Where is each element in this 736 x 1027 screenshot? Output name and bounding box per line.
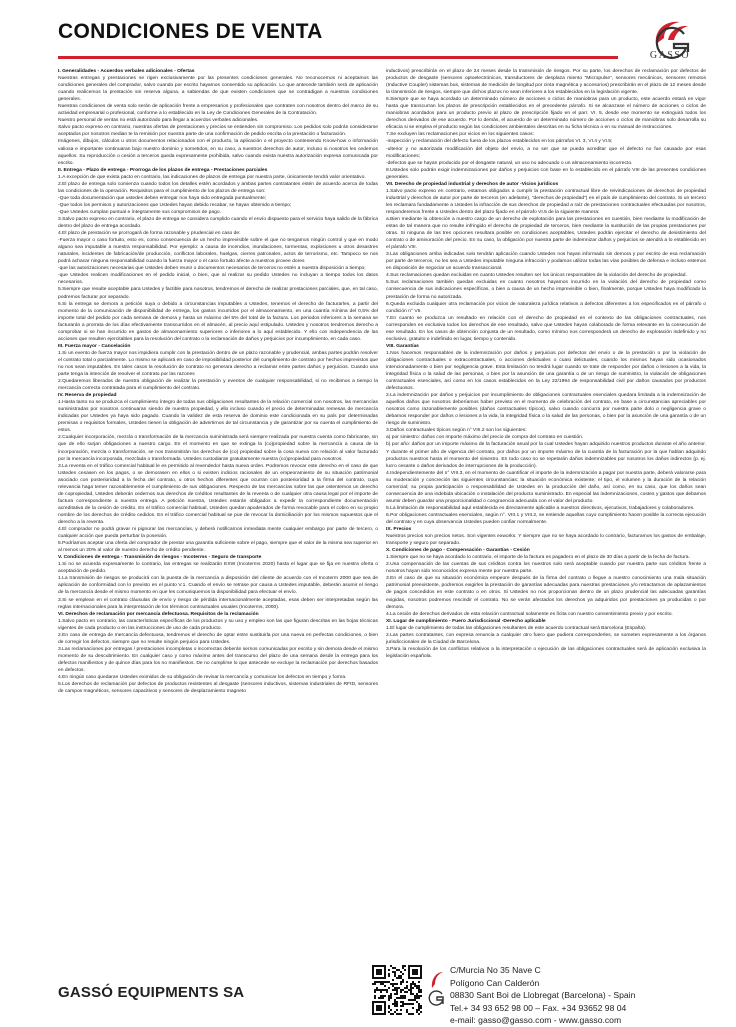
qr-module <box>382 989 384 991</box>
qr-module <box>394 993 396 995</box>
qr-module <box>416 1009 418 1011</box>
qr-module <box>392 1003 394 1005</box>
clause-paragraph: -que Ustedes realicen modificaciones en el pedido inicial, o bien, que al realizar su pedido Ustedes no incluyan a tiempo todos los datos necesarios. <box>58 273 378 286</box>
qr-module <box>412 981 414 983</box>
qr-module <box>396 989 398 991</box>
qr-module <box>376 981 378 983</box>
clause-paragraph: 4.El plazo de prestación se prorrogará de forma razonable y prudencial en caso de: <box>58 231 241 237</box>
gasso-logo <box>634 14 706 70</box>
qr-module <box>418 1009 420 1011</box>
qr-module <box>410 999 412 1001</box>
terms-body <box>58 68 706 948</box>
section-heading: III. Fuerza mayor - Cancelación <box>58 343 131 349</box>
qr-module <box>394 1001 396 1003</box>
qr-module <box>400 997 402 999</box>
qr-module <box>398 969 400 971</box>
clause-paragraph: a.Bien mediante la obtención a nuestro cargo de un derecho de explotación para las prestaciones en cuestión, bien mediante la modificación de estas de tal manera que no resulte infringido el derecho de propiedad de terceros, bien mediante la sustitución de las propias prestaciones por otras. Si ninguna de las tres opciones resultara posible en condiciones aceptables, Ustedes podrán ejercitar el derecho de desistimiento del contrato o de aminoración del precio. En su caso, la obligación por nuestra parte de indemnizar daños y perjuicios se atendrá a lo establecido en el párrafo VIII. <box>386 216 706 251</box>
qr-module <box>404 1003 406 1005</box>
qr-module <box>414 997 416 999</box>
qr-module <box>390 997 392 999</box>
clause-paragraph: inductivos) prescribirán en el plazo de 24 meses desde la transmisión de riesgos. Por su parte, los derechos de reclamación por defectos de productos de desgaste (sensores optoelectrónicos, transductores de desplaza miento “Micropulse”, sensores mecánicos, sensores remotos (Inductive Coupler) sistemas bus, sistemas de medición de longitud por cinta magnética y accesorios) prescribirán en el plazo de 12 meses desde la transmisión de riesgos, siempre que dichos plazos no sean inferiores a los establecidos en la legislación vigente. <box>386 69 706 96</box>
qr-module <box>418 1007 420 1009</box>
qr-module <box>396 987 398 989</box>
qr-module <box>378 997 380 999</box>
qr-module <box>398 987 400 989</box>
qr-module <box>394 967 396 969</box>
qr-module <box>396 977 398 979</box>
qr-module <box>418 1005 420 1007</box>
clause-paragraph: 1.Si un evento de fuerza mayor nos impidiera cumplir con la prestación dentro de un plazo razonable y prudencial, ambas partes podrán resolver el contrato total o parcialmente. Lo mismo se aplicará en caso de imposibilidad posterior del cumplimiento de contrato por hechos imprevistos que no nos sean imputables. En tales casos la resolución de contrato no generara derecho a reclamar entre partes daños y perjuicios. Cuando una parte tenga la intención de resolver el contrato por las razones <box>58 350 378 378</box>
qr-module <box>414 985 416 987</box>
qr-module <box>390 1013 392 1015</box>
qr-module <box>418 995 420 997</box>
qr-module <box>390 965 392 967</box>
qr-module <box>408 999 410 1001</box>
qr-module <box>404 995 406 997</box>
qr-module <box>400 991 402 993</box>
clause-paragraph: 2.En caso de entrega de mercancía defectuosa, tendremos el derecho de optar entre sustituirla por una nueva en perfectas condiciones, o bien de corregir los defectos, siempre que no resulte ningún perjuicio para Ustedes. <box>58 632 378 645</box>
qr-module <box>398 975 400 977</box>
qr-module <box>402 1001 404 1003</box>
qr-module <box>388 987 390 989</box>
clause-paragraph: 1.La transmisión de riesgos se producirá con la puesta de la mercancía a disposición del cliente de acuerdo con el Incoterm 2000 que sea de aplicación de conformidad con lo previsto en el punto V.1. Cuando el envío se retrase por causa a Ustedes imputable, deberán asumir el riesgo de la mercancía desde el mismo momento en que les comuniquemos la disponibilidad para efectuar el envío. <box>58 576 378 596</box>
clause-paragraph: 2.La indemnización por daños y perjuicios por incumplimiento de obligaciones contractuales esenciales quedara limitada a la indemnización de aquellos daños que nosotros deberíamos haber previsto en el momento de celebración del contrato, en base a circunstancias apreciables por nosotros como razonablemente posibles (daños contractuales típicos), salvo cuando concurra por nuestra parte dolo o negligencia grave o debamos responder por daños o lesiones a la vida, la integridad física o la salud de las personas, o bien por la asunción de una garantía o de un riesgo de suministro. <box>386 393 706 427</box>
section-heading: VII. Derecho de propiedad industrial y derechos de autor -Vicios jurídicos <box>386 181 559 187</box>
qr-module <box>402 979 404 981</box>
contact-line: e-mail: gasso@gasso.com - www.gasso.com <box>450 1015 622 1026</box>
qr-module <box>400 1013 402 1015</box>
clause-paragraph: 4.El comprador no podrá gravar ni pignorar las mercancías, y deberá notificarnos inmediata mente cualquier embargo por parte de tercero, o cualquier acción que pueda perturbar la posesión. <box>58 527 378 540</box>
qr-module <box>396 1003 398 1005</box>
clause-paragraph: 6.Queda excluida cualquier otra reclamación por vicios de naturaleza jurídica relativos a defectos diferentes a los especificados en el párrafo o condición n° VII. <box>386 301 706 314</box>
qr-module <box>394 987 396 989</box>
qr-module <box>398 977 400 979</box>
qr-module <box>408 989 410 991</box>
qr-module <box>392 983 394 985</box>
qr-module <box>420 1005 422 1007</box>
section-heading: XI. Lugar de cumplimiento - Fuero Jurisdiccional -Derecho aplicable <box>386 618 546 624</box>
qr-module <box>386 989 388 991</box>
clause-paragraph: -ulterior y no autorizada modificación del objeto del envío, a no ser que se pueda acreditar que el defecto no fue causado por esas modificaciones; <box>386 146 706 159</box>
clause-paragraph: 4.Sus reclamaciones quedan excluidas en cuanto Ustedes resulten ser los únicos responsables de la violación del derecho de propiedad. <box>386 273 687 279</box>
qr-module <box>410 985 412 987</box>
clause-paragraph: 7.Se excluyen las reclamaciones por vicios en los siguientes casos: <box>386 132 534 138</box>
qr-module <box>392 985 394 987</box>
qr-module <box>384 985 386 987</box>
page-title: CONDICIONES DE VENTA <box>58 20 323 43</box>
clause-paragraph: a) por siniestro: daños con importe máximo del precio de compra del contrato en cuestión. <box>386 435 584 441</box>
qr-module <box>382 983 384 985</box>
qr-module <box>400 1009 402 1011</box>
clause-paragraph: 3.Si se emplean en el contrato cláusulas de envío y riesgo de pérdida internacionalmente aceptadas, esas deben ser interpretadas según las reglas internacionales para la interpretación de los términos contractuales usuales (Incoterms, 2000). <box>58 597 378 610</box>
qr-module <box>390 1009 392 1011</box>
qr-module <box>388 975 390 977</box>
clause-paragraph: 2.Las partes contratantes, con expresa renuncia a cualquier otro fuero que pudiera corresponderles, se someten expresamente a los órganos jurisdiccionales de la Ciudad de Barcelona. <box>386 632 706 645</box>
title-underline <box>58 56 618 59</box>
qr-module <box>374 991 376 993</box>
qr-module <box>388 997 390 999</box>
qr-module <box>394 975 396 977</box>
qr-module <box>402 981 404 983</box>
clause-paragraph: -inspección y reclamación del defecto fuera de los plazos establecidos en los párrafos VI. 3, VI.4 y VI.5; <box>386 139 613 145</box>
clause-paragraph: 3.Para la resolución de los conflictos relativos a la interpretación o ejecución de las obligaciones contractuales será de aplicación exclusiva la legislación española. <box>386 646 706 659</box>
clause-paragraph: -que las autorizaciones necesarias que Ustedes deben reunir o documentos necesarios de terceros no estén a nuestra disposición a tiempo; <box>58 266 366 272</box>
qr-module <box>396 1005 398 1007</box>
clause-paragraph: 3.Las obligaciones arriba indicadas solo tendrán aplicación cuando Ustedes nos hayan informado sin demora y por escrito de esa reclamación por parte de terceros, no les sea a Ustedes imputable ninguna infracción y podamos utilizar todas las vías posibles de defensa e incluso estemos en disposición de negociar un acuerdo transaccional. <box>386 252 706 272</box>
qr-module <box>384 989 386 991</box>
clause-paragraph: 8.Ustedes solo podrán exigir indemnizaciones por daños y perjuicios con base en lo establecido en el párrafo VIII de las presentes condiciones generales. <box>386 167 706 180</box>
clause-paragraph: -Que Ustedes cumplan puntual e íntegramente sus compromisos de pago. <box>58 209 222 215</box>
qr-module <box>384 981 386 983</box>
section-heading: VIII. Garantías <box>386 343 419 349</box>
qr-module <box>418 1003 420 1005</box>
qr-module <box>418 985 420 987</box>
qr-module <box>380 983 382 985</box>
qr-module <box>406 1011 408 1013</box>
qr-module <box>388 999 390 1001</box>
qr-module <box>394 1005 396 1007</box>
qr-finder <box>412 969 418 975</box>
section-heading: V. Condiciones de entrega - Transmisión de riesgos - Incoterms - Seguro de transporte <box>58 555 262 561</box>
footer-company-name: GASSÓ EQUIPMENTS SA <box>58 984 245 1001</box>
qr-module <box>418 991 420 993</box>
qr-module <box>400 995 402 997</box>
qr-module <box>382 995 384 997</box>
qr-module <box>386 991 388 993</box>
qr-module <box>420 1011 422 1013</box>
qr-module <box>380 989 382 991</box>
clause-paragraph: 6.Por obligaciones contractuales esenciales, según n°. VIII.1 y VIII.2, se entiende aquellas cuyo cumplimiento hacen posible la correcta ejecución del contrato y en cuya observancia Ustedes pueden confiar normalmente. <box>386 512 706 525</box>
qr-module <box>416 987 418 989</box>
qr-module <box>412 987 414 989</box>
qr-module <box>374 995 376 997</box>
clause-paragraph: -Que toda documentación que ustedes deben entregar nos haya sido entregada puntualmente; <box>58 195 267 201</box>
clause-paragraph: 1.Salvo pacto en contrario, las características específicas de los productos y su uso y empleo son las que figuran descritas en las hojas técnicas vigentes de cada producto o en las instrucciones de uso de cada producto. <box>58 618 378 631</box>
qr-module <box>418 987 420 989</box>
clause-paragraph: Nuestros precios son precios netos. Son vigentes exworks. Y siempre que no se haya acordado lo contrario, facturamos los gastos de embalaje, transporte y seguro por separado. <box>386 534 706 547</box>
qr-module <box>386 981 388 983</box>
qr-module <box>416 993 418 995</box>
clause-paragraph: 2.Cualquier incorporación, mezcla o transformación de la mercancía suministrada será siempre realizada por nuestra cuenta como fabricante, sin que de ello surjan obligaciones a nuestro cargo. En el momento en que se extinga la (co)propiedad sobre la mercancía a causa de la incorporación, mezcla o transformación, se nos transmitirán los derechos de (co) propiedad sobre la cosa nueva con relación al valor facturado por la mercancía incorporada, mezclada o transformada. Ustedes custodiaran gratuitamente nuestra (co)propiedad para nosotros. <box>58 435 378 462</box>
clause-paragraph: 7.En cuanto se produzca un resultado en relación con el derecho de propiedad en el contexto de las obligaciones contractuales, nos corresponden en exclusiva todos los derechos de ese resultado, salvo que Ustedes hayan colaborado de forma relevante en la consecución de ese resultado. En los casos de obtención conjunta de un resultado, como mínimo nos corresponderá un derecho de explotación indefinido y no exclusivo, gratuito e indefinido en lugar, tiempo y contenido. <box>386 315 706 342</box>
clause-paragraph: -Que todos los permisos y autorizaciones que Ustedes hayan debido recabar, se hayan obtenido a tiempo; <box>58 202 292 208</box>
section-heading: I. Generalidades - Acuerdos verbales adicionales - Ofertas <box>58 69 195 74</box>
terms-column-left <box>58 68 378 948</box>
qr-module <box>380 981 382 983</box>
qr-module <box>410 993 412 995</box>
clause-paragraph: 1.Hasta tanto no se produzca el cumplimiento íntegro de todas sus obligaciones resultantes de la relación comercial con nosotros, las mercancías suministradas por nosotros continuaran siendo de nuestra propiedad, y ello incluso cuando el precio de determinadas remesas de mercancía indicadas por Ustedes ya haya sido pagado. Cuando la validez de esta reserva de dominio este condicionada en su país por determinadas premisas o requisitos formales, Ustedes tienen la obligación de advertirnos de tal circunstancia y de garantizar por su cuenta el cumplimiento de estos. <box>58 400 378 434</box>
qr-module <box>376 989 378 991</box>
clause-paragraph: -Fuerza mayor o caso fortuito, esto es, como consecuencia de un hecho imprevisible sobre el que no tengamos ningún control y que en modo alguno sea imputable a nuestra responsabilidad. Por ejemplo: a causa de incendios, inundaciones, tormentas, explosiones u otros desastres naturales, incidentes de fabricación/de producción, conflictos laborales, huelgas, cierres patronales, actos de terrorismo, etc. Tampoco se nos podrá achacar ninguna responsabilidad cuando la fuerza mayor o el caso fortuito afecte a nuestros provee dores <box>58 238 378 265</box>
clause-paragraph: 5.Los derechos de reclamación por defectos de productos resistentes al desgaste (sensores inductivos, sistemas industriales de RFID, sensores de campos magnéticos, sensores capacitivos y sensores de desplazamiento magneto <box>58 682 378 695</box>
qr-module <box>394 1011 396 1013</box>
qr-module <box>420 989 422 991</box>
qr-module <box>416 997 418 999</box>
clause-paragraph: 2.Quedaremos liberados de nuestra obligación de realizar la prestación y eventos de cualquier responsabilidad, si no recibimos a tiempo la mercancía correcta contratada para el cumplimiento del contrato. <box>58 379 378 392</box>
qr-module <box>418 997 420 999</box>
clause-paragraph: 2.Una compensación de las cuentas de sus créditos contra los nuestros solo será aceptable cuando por nuestra parte sus créditos frente a nosotros hayan sido reconocidos expresa mente por nuestra parte. <box>386 562 706 575</box>
clause-paragraph: 6.Si la entrega se demora a petición suya o debido a circunstancias imputables a Ustedes, tenemos el derecho de facturarles, a partir del momento de la comunicación de disponibilidad de entrega, los gastos incurridos por el almacenamiento, en una cuantía mínima del 0,5% del importe total del pedido por cada semana de demora y hasta un máximo del 5% del total de la factura. Los periodos inferiores a la semana se facturarán a prorrata de los días efectivamente transcurridos en el almacén, al precio aquí estipulado. Ustedes y nosotros tendremos derecho a comprobar si se han incurrido en gastos de almacenamiento superiores o inferiores a lo aquí establecido. Y ello con independencia de las acciones que resulten ejercitables para la resolución del contrato o la reclamación de daños y perjuicios por incumplimiento, en cada caso. <box>58 301 378 342</box>
qr-module <box>420 991 422 993</box>
qr-module <box>406 985 408 987</box>
qr-module <box>406 1009 408 1011</box>
qr-module <box>402 967 404 969</box>
section-heading: IV. Reserva de propiedad <box>58 393 117 399</box>
qr-module <box>400 1005 402 1007</box>
qr-module <box>404 997 406 999</box>
qr-module <box>400 975 402 977</box>
footer-logo-icon <box>426 966 446 1010</box>
qr-module <box>406 981 408 983</box>
qr-module <box>378 989 380 991</box>
clause-paragraph: 1.Salvo pacto expreso en contrario, estamos obligados a cumplir la prestación contractual libre de reivindicaciones de derechos de propiedad industrial y derechos de autor por parte de terceros (en adelante), “derechos de propiedad”) en el país de cumplimiento del contrato. Si un tercero les reclamara fundadamente a Ustedes la infracción de sus derechos de propiedad a raíz de prestaciones contractuales efectuadas por nosotros, responderemos frente a Ustedes dentro del plazo fijado en el párrafo VI.5 de la siguiente manera: <box>386 188 706 215</box>
qr-module <box>406 991 408 993</box>
clause-paragraph: 5.Sus reclamaciones también quedan excluidas en cuanto nosotros hayamos incurrido en la violación del derecho de propiedad como consecuencia de sus indicaciones específicas, o bien a causa de un hecho imprevisible o bien, finalmente, porque Ustedes haya modificado la prestación de forma no autorizada. <box>386 280 706 300</box>
qr-module <box>410 991 412 993</box>
qr-module <box>416 1011 418 1013</box>
qr-module <box>378 981 380 983</box>
qr-module <box>402 1005 404 1007</box>
clause-paragraph: 1.Nos hacemos responsables de la indemnización por daños y perjuicios por defectos del envío o de la prestación o por la violación de obligaciones contractuales o extracontractuales, o acciones delictuales o cuasi delictuales, cuando los mismos hayan sido ocasionados intencionadamente o bien por negligencia grave. Esta limitación no tendrá lugar cuando se trate de responder por daños o lesiones a la vida, la integridad física o la salud de las personas, o bien por la asunción de una garantía o de un riesgo de suministro, la violación de obligaciones contractuales esenciales, así como en los casos establecidos en la Ley 22/1994 de responsabilidad civil por daños causados por productos defectuosos. <box>386 350 706 392</box>
qr-module <box>402 995 404 997</box>
qr-module <box>412 999 414 1001</box>
address-line: Polígono Can Calderón <box>450 977 540 988</box>
qr-module <box>420 995 422 997</box>
qr-module <box>406 1003 408 1005</box>
qr-module <box>396 991 398 993</box>
clause-paragraph: 2.El plazo de entrega solo comienza cuando todos los detalles estén acordados y ambas partes contratantes estén de acuerdo acerca de todas las condiciones de la operación. Requisitos para el cumplimiento de los plazos de entrega son: <box>58 181 378 194</box>
qr-module <box>396 969 398 971</box>
qr-module <box>410 989 412 991</box>
qr-module <box>394 973 396 975</box>
qr-module <box>398 1013 400 1015</box>
qr-module <box>388 969 390 971</box>
qr-code <box>372 965 422 1015</box>
clause-paragraph: 4.En ningún caso quedaran Ustedes eximidos de su obligación de revisar la mercancía y comunicar los defectos en tiempo y forma. <box>58 675 347 681</box>
qr-module <box>380 991 382 993</box>
qr-module <box>400 1001 402 1003</box>
qr-module <box>394 983 396 985</box>
qr-module <box>374 983 376 985</box>
clause-paragraph: 1.Siempre que no se haya acordado lo contrario, el importe de la factura es pagadero en el plazo de 30 días a partir de la fecha de factura. <box>386 555 690 561</box>
clause-paragraph: 5.Podríamos aceptar una oferta del comprador de prestar una garantía suficiente sobre el pago, siempre que el valor de la misma sea superior en al menos un 20% al valor de nuestro derecho de crédito pendiente. <box>58 541 378 554</box>
section-heading: VI. Derechos de reclamación por mercancía defectuosa. Requisitos de la reclamación <box>58 611 259 617</box>
clause-paragraph: Imágenes, dibujos, cálculos u otros documentos relacionados con el producto, la aplicación o el proyecto conteniendo Know-how o información valiosa e importante continuaran bajo nuestro dominio y sometidos, en su caso, a nuestros derechos de autor, incluso si nosotros les cedemos aquellos. Su reproducción o cesión a terceros queda expresamente prohibida, salvo cuando exista nuestra autorización expresa comunicada por escrito. <box>58 139 378 166</box>
qr-module <box>402 1003 404 1005</box>
clause-paragraph: 4.La cesión de derechos derivados de esta relación contractual solamente es lícita con nuestro consentimiento previo y por escrito. <box>386 611 673 617</box>
qr-module <box>412 983 414 985</box>
qr-module <box>396 997 398 999</box>
qr-module <box>410 1013 412 1015</box>
qr-module <box>398 997 400 999</box>
qr-module <box>404 965 406 967</box>
qr-module <box>412 1003 414 1005</box>
clause-paragraph: 1.A excepción de que exista pacto en contrario, las indicaciones de plazos de entrega por nuestra parte, únicamente tendrá valor orientativo. <box>58 174 366 180</box>
clause-paragraph: 3.Las reclamaciones por entregas / prestaciones incompletas o incorrectas deberán sernos comunicadas por escrito y sin demora desde el mismo momento de su descubrimiento. En cualquier caso y como máximo antes del transcurso del plazo de una semana desde la entrega para los defectos manifiestos y de quince días para los no manifiestos. De no cumplirse lo que antecede se excluye la reclamación por derechos basados en defectos. <box>58 646 378 673</box>
qr-module <box>374 989 376 991</box>
clause-paragraph: Salvo pacto expreso en contrario, nuestras ofertas de prestaciones y precios se entienden sin compromiso. Los pedidos solo podrán considerarse aceptados por nosotros median te la remisión por nuestra parte de una confirmación de pedido escrita o la prestación o facturación. <box>58 125 378 138</box>
qr-module <box>388 1011 390 1013</box>
clause-paragraph: 6.Siempre que se haya acordado un determinado número de acciones o ciclos de maniobras para un producto, este acuerdo estará en vigor hasta que transcurran los plazos de prescripción establecidos en el precedente párrafo. Si se alcanzase el número de acciones o ciclos de maniobras acordados para un producto previo al plazo de prescripción fijado en el parr. VI. 5, desde ese momento se extinguirá todos los derechos derivados de ese acuerdo. Por lo demás, el acuerdo de un determinado número de acciones o ciclos de maniobras solo desarrolla su eficacia si se emplea el producto según las condiciones ambientales descritas en su ficha técnica o en su manual de instrucciones. <box>386 97 706 131</box>
clause-paragraph: 5.La limitación de responsabilidad aquí establecida es directamente aplicable a nuestros directivos, ejecutivos, trabajadores y colaboradores. <box>386 505 695 511</box>
qr-module <box>402 997 404 999</box>
address-line: Tel.+ 34 93 652 98 00 – Fax. +34 93652 98 04 <box>450 1002 627 1013</box>
qr-module <box>394 1003 396 1005</box>
qr-module <box>384 995 386 997</box>
qr-module <box>392 971 394 973</box>
qr-module <box>392 1013 394 1015</box>
clause-paragraph: 3.La reventa en el tráfico comercial habitual le es permitido al revendedor hasta nueva orden. Podremos revocar este derecho en el caso de que Ustedes cesasen en los pagos, o se demorasen en ellos o si existen indicios racionales de un empeoramiento de su situación patrimonial asociado con posterioridad a la fecha del contrato, u otros hechos diferentes que ocurran con posterioridad a la firma del contrato, cuya relevancia haga temer razonablemente el cumplimiento de sus obligaciones. Respecto de las mercancías sobre las que ostentemos un derecho de copropiedad, Ustedes deberán cedernos sus derechos de créditos resultantes de la reventa o de cualquier otra causa legal por el importe de factura correspondiente a nuestra entrega. A petición nuestra, Ustedes estarán obligados a expedir la correspondiente documentación acreditativa de la cesión de crédito. En el tráfico comercial habitual, Ustedes quedan apoderados de forma revocable para el cobro en su propio nombre de los derechos de crédito cedidos. En el tráfico comercial habitual se pue de revocar la domiciliación por los mismos supuestos que el derecho a la reventa. <box>58 463 378 525</box>
qr-module <box>404 969 406 971</box>
qr-module <box>408 1013 410 1015</box>
qr-module <box>390 983 392 985</box>
qr-module <box>400 983 402 985</box>
qr-module <box>374 981 376 983</box>
qr-module <box>412 1007 414 1009</box>
qr-module <box>374 997 376 999</box>
section-heading: IX. Precios <box>386 527 412 533</box>
qr-module <box>410 987 412 989</box>
qr-finder <box>376 969 382 975</box>
clause-paragraph: 1.Si no se acuerda expresamente lo contrario, las entregas se realizarán EXW (Incoterms 2020) hasta el lugar que se fija en nuestra oferta o aceptación de pedido. <box>58 562 378 575</box>
clause-paragraph: 3.Daños contractuales típicos según n° VIII.2 son los siguientes: <box>386 428 527 434</box>
qr-module <box>416 985 418 987</box>
qr-module <box>406 987 408 989</box>
qr-module <box>404 987 406 989</box>
qr-module <box>410 1003 412 1005</box>
clause-paragraph: 4.Independientemente del n° VIII.3, en el momento de cuantificar el importe de la indemnización a pagar por nuestra parte, deberá valorarse para su moderación y concreción las siguientes circunstancias: la situación económica existente; el tipo, el volumen y la duración de la relación comercial; su propia participación o responsabilidad de Ustedes en la producción del daño, así como, en su caso, que los daños sean consecuencia de una indebida ubicación o instalación del producto suministrado. En especial las indemnizaciones, costes y gastos que debamos asumir deben guardar una proporcionalidad o congruencia adecuada con el valor del producto. <box>386 470 706 504</box>
qr-module <box>392 989 394 991</box>
qr-module <box>400 981 402 983</box>
qr-module <box>404 991 406 993</box>
address-line: 08830 Sant Boi de Llobregat (Barcelona) - Spain <box>450 990 636 1001</box>
qr-module <box>392 979 394 981</box>
qr-module <box>416 1001 418 1003</box>
qr-module <box>414 995 416 997</box>
qr-module <box>402 973 404 975</box>
qr-module <box>402 965 404 967</box>
address-line: C/Murcia No 35 Nave C <box>450 965 541 975</box>
qr-module <box>396 993 398 995</box>
clause-paragraph: 1.El lugar de cumplimiento de todas las obligaciones resultantes de este acuerdo contractual será Barcelona (España). <box>386 625 647 631</box>
qr-finder <box>376 1005 382 1011</box>
qr-module <box>388 981 390 983</box>
qr-module <box>372 983 374 985</box>
section-heading: II. Entrega - Plazo de entrega - Prorroga de los plazos de entrega - Prestaciones parciales <box>58 167 268 173</box>
qr-module <box>382 981 384 983</box>
clause-paragraph: b) por año: daños por un importe máximo de la facturación anual por la cual Ustedes hayan adquirido nuestros productos durante el año anterior. Y durante el primer año de vigencia del contrato, por daños por un importe máximo de la cuantía de la facturación por la que hablan adquirido productos nuestros hasta el momento del siniestro. En todo caso no se repetarán daños indemnizables por nosotros los daños indirectos (p. ej. lucro cesante o daños derivados de interrupciones de la producción). <box>386 442 706 469</box>
clause-paragraph: 3.En el caso de que su situación económica empeore después de la firma del contrato o llegue a nuestro conocimiento una mala situación patrimonial preexistente, podremos exigirles la prestación de garantías adecuadas para nuestras prestaciones y/o retractarnos de aplazamientos de pagos concedidos en este contrato o en otros. Si Ustedes no nos proporcionan dentro de un plazo prudencial las adecuadas garantías exigidas, nosotros podremos rescindir el contrato. No se verán afectados los derechos ya adquiridos por prestaciones ya producidas o por demora. <box>386 576 706 610</box>
qr-module <box>418 981 420 983</box>
qr-module <box>414 983 416 985</box>
qr-module <box>396 1001 398 1003</box>
terms-column-right <box>386 68 706 948</box>
qr-module <box>408 1003 410 1005</box>
qr-module <box>394 971 396 973</box>
qr-module <box>400 989 402 991</box>
clause-paragraph: 5.Siempre que resulte aceptable para Ustedes y factible para nosotros, tendremos el derecho de realizar prestaciones parciales, que, en tal caso, podremos facturar por separado. <box>58 287 378 300</box>
qr-module <box>388 1005 390 1007</box>
qr-module <box>396 1013 398 1015</box>
qr-module <box>410 983 412 985</box>
qr-module <box>392 967 394 969</box>
qr-module <box>420 1007 422 1009</box>
qr-module <box>396 983 398 985</box>
clause-paragraph: Nuestro personal de ventas no está autorizado para llegar a acuerdos verbales adicionales. <box>58 118 259 124</box>
qr-module <box>382 997 384 999</box>
qr-module <box>418 1013 420 1015</box>
qr-module <box>414 999 416 1001</box>
qr-module <box>416 995 418 997</box>
qr-module <box>396 1009 398 1011</box>
clause-paragraph: Nuestras entregas y prestaciones se rigen exclusivamente por las presentes condiciones generales. No reconocemos ni aceptamos las condiciones generales del comprador, salvo cuando por escrito hayamos consentido su aplicación. Lo que antecede también será de aplicación cuando realicemos la prestación sin reserva alguna, a sabiendas de que existen condiciones que se contradigan a nuestras condiciones generales. <box>58 76 378 103</box>
qr-module <box>412 993 414 995</box>
qr-module <box>394 989 396 991</box>
qr-module <box>418 989 420 991</box>
footer-address <box>450 964 635 1027</box>
qr-module <box>400 971 402 973</box>
qr-module <box>412 1013 414 1015</box>
clause-paragraph: 3.Salvo pacto expreso en contrario, el plazo de entrega se considera cumplido cuando el envío dispuesto para el servicio haya salido de la fábrica dentro del plazo de entrega acordado. <box>58 216 378 230</box>
clause-paragraph: Nuestras condiciones de venta solo serán de aplicación frente a empresarios y profesionales que contraten con nosotros dentro del marco de su actividad empresarial o profesional, conforme a lo establecido en la Ley de Condiciones Generales de la Contratación. <box>58 104 378 117</box>
qr-module <box>380 995 382 997</box>
qr-module <box>388 973 390 975</box>
qr-module <box>388 995 390 997</box>
qr-module <box>400 977 402 979</box>
qr-module <box>380 997 382 999</box>
qr-module <box>376 987 378 989</box>
section-heading: X. Condiciones de pago - Compensación - Garantías - Cesión <box>386 548 530 554</box>
qr-module <box>402 989 404 991</box>
logo-wordmark: GASSÓ <box>649 50 691 61</box>
qr-module <box>394 999 396 1001</box>
clause-paragraph: -defectos que se hayan producido por el desgaste natural, un uso no adecuado o un almacenamiento incorrecto. <box>386 160 633 166</box>
qr-module <box>390 993 392 995</box>
qr-module <box>390 995 392 997</box>
qr-module <box>388 1007 390 1009</box>
